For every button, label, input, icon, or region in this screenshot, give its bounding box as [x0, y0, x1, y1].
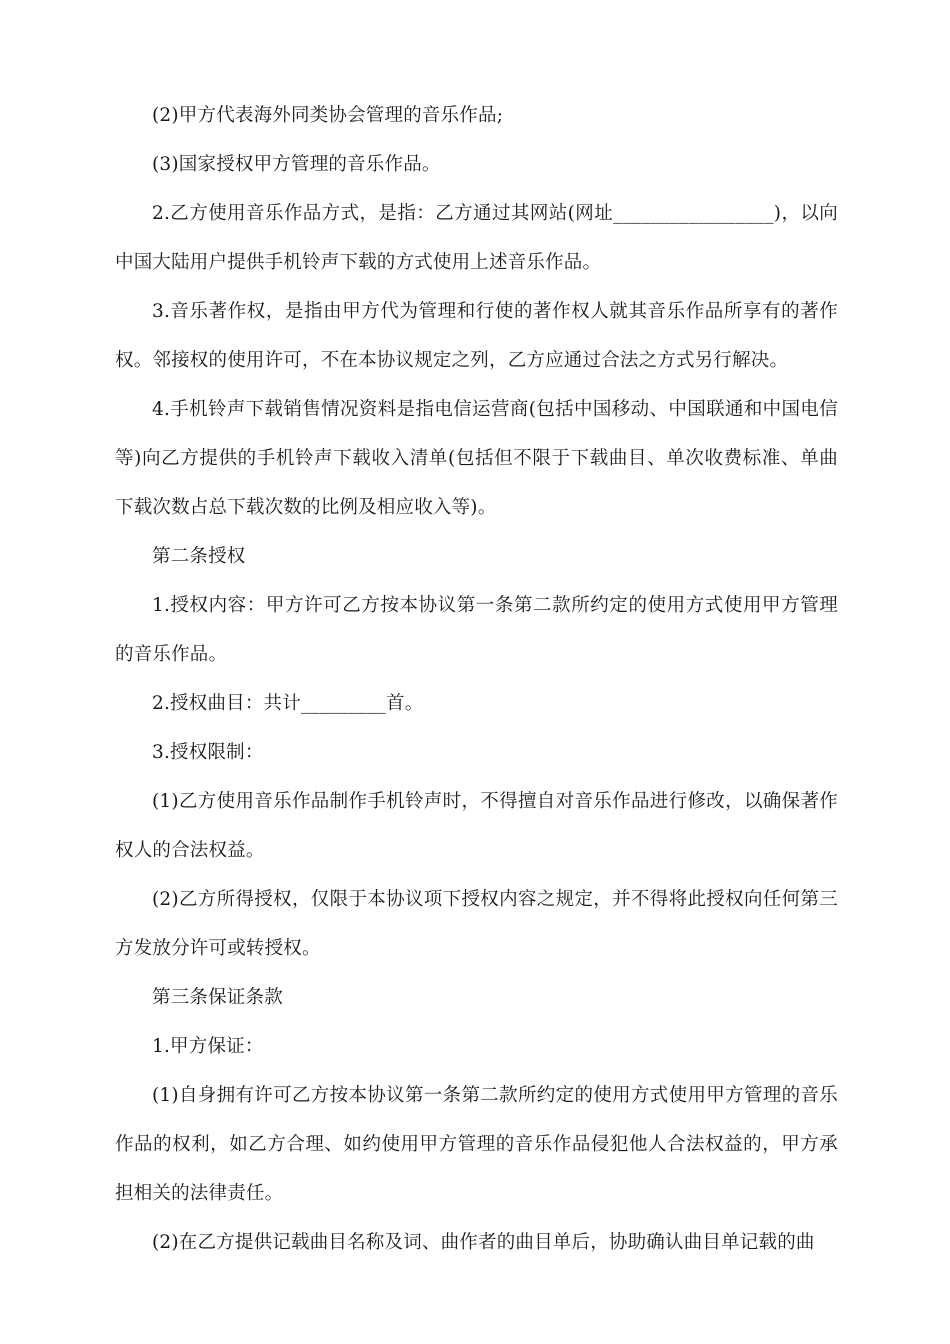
paragraph-licensed-tracks: 2.授权曲目：共计_________首。	[152, 693, 424, 714]
paragraph-guarantee-2: (2)在乙方提供记载曲目名称及词、曲作者的曲目单后，协助确认曲目单记载的曲	[152, 1232, 815, 1253]
section-heading-article-2: 第二条授权	[152, 546, 246, 567]
paragraph-clause-1-2-2: (2)甲方代表海外同类协会管理的音乐作品;	[152, 105, 504, 126]
paragraph-sales-data: 4.手机铃声下载销售情况资料是指电信运营商(包括中国移动、中国联通和中国电信等)向乙方提供的手机铃声下载收入清单(包括但不限于下载曲目、单次收费标准、单曲下载次数占总下载次数的比例及相应收入等)。	[115, 399, 838, 518]
paragraph-music-copyright: 3.音乐著作权，是指由甲方代为管理和行使的著作权人就其音乐作品所享有的著作权。邻接权的使用许可，不在本协议规定之列，乙方应通过合法之方式另行解决。	[115, 301, 838, 371]
paragraph-usage-method: 2.乙方使用音乐作品方式，是指：乙方通过其网站(网址_________________)，以向中国大陆用户提供手机铃声下载的方式使用上述音乐作品。	[115, 203, 838, 273]
paragraph-clause-1-2-3: (3)国家授权甲方管理的音乐作品。	[152, 154, 441, 175]
paragraph-license-content: 1.授权内容：甲方许可乙方按本协议第一条第二款所约定的使用方式使用甲方管理的音乐作品。	[115, 595, 838, 665]
paragraph-limit-1: (1)乙方使用音乐作品制作手机铃声时，不得擅自对音乐作品进行修改，以确保著作权人的合法权益。	[115, 791, 838, 861]
paragraph-limit-2: (2)乙方所得授权，仅限于本协议项下授权内容之规定，并不得将此授权向任何第三方发放分许可或转授权。	[115, 889, 838, 959]
paragraph-license-limits: 3.授权限制：	[152, 742, 264, 763]
paragraph-guarantee-1: (1)自身拥有许可乙方按本协议第一条第二款所约定的使用方式使用甲方管理的音乐作品的权利，如乙方合理、如约使用甲方管理的音乐作品侵犯他人合法权益的，甲方承担相关的法律责任。	[115, 1085, 838, 1204]
document-body	[115, 91, 838, 1267]
section-heading-article-3: 第三条保证条款	[152, 987, 283, 1008]
paragraph-party-a-guarantee: 1.甲方保证：	[152, 1036, 264, 1057]
